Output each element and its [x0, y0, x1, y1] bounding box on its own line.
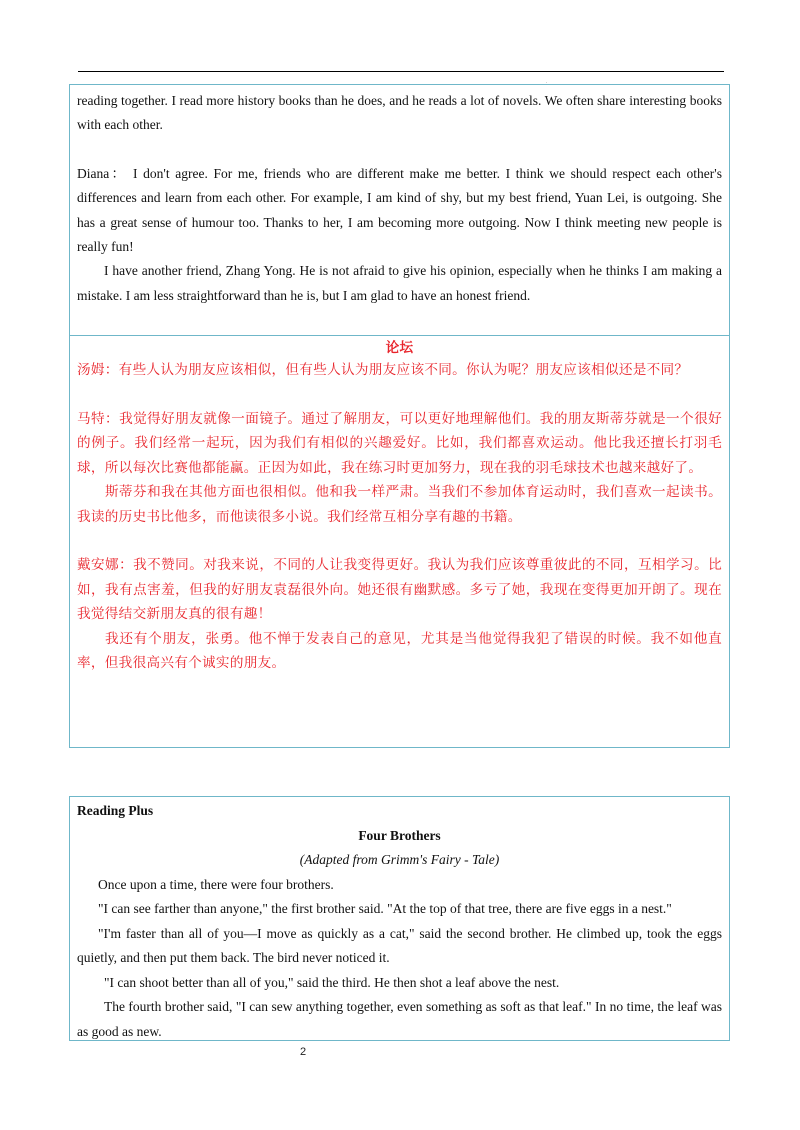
page-number: 2: [300, 1046, 307, 1058]
chinese-paragraph-5: 我还有个朋友，张勇。他不惮于发表自己的意见，尤其是当他觉得我犯了错误的时候。我不如他直率，但我很高兴有个诚实的朋友。: [77, 630, 722, 671]
english-paragraph-3: I have another friend, Zhang Yong. He is not afraid to give his opinion, especially when he thinks I am making a mistake. I am less straightforward than he is, but I am glad to have an honest friend.: [77, 263, 722, 303]
story-paragraph-3: "I'm faster than all of you—I move as quickly as a cat," said the second brother. He climbed up, took the eggs quietly, and then put them back. The bird never noticed it.: [77, 925, 722, 965]
reading-plus-box: [69, 796, 730, 1041]
chinese-section-title: 论坛: [385, 340, 414, 356]
story-subtitle: (Adapted from Grimm's Fairy - Tale): [299, 852, 500, 867]
reading-plus-label: Reading Plus: [77, 803, 154, 818]
chinese-paragraph-3: 斯蒂芬和我在其他方面也很相似。他和我一样严肃。当我们不参加体育运动时，我们喜欢一起读书。我读的历史书比他多，而他读很多小说。我们经常互相分享有趣的书籍。: [77, 484, 722, 525]
chinese-paragraph-2: 马特：我觉得好朋友就像一面镜子。通过了解朋友，可以更好地理解他们。我的朋友斯蒂芬就是一个很好的例子。我们经常一起玩，因为我们有相似的兴趣爱好。比如，我们都喜欢运动。他比我还擅长打羽毛球，所以每次比赛他都能赢。正因为如此，我在练习时更加努力，现在我的羽毛球技术也越来越好了。: [77, 410, 722, 476]
chinese-translation-box: [69, 335, 730, 748]
chinese-paragraph-1: 汤姆：有些人认为朋友应该相似，但有些人认为朋友应该不同。你认为呢？朋友应该相似还是不同？: [77, 362, 689, 378]
story-paragraph-1: Once upon a time, there were four brothers.: [98, 876, 334, 892]
english-paragraph-2: Diana： I don't agree. For me, friends who are different make me better. I think we should respect each other's differences and learn from each other. For example, I am kind of shy, but my best friend, Yuan Lei, is outgoing. She has a great sense of humour too. Thanks to her, I am becoming more outgoing. Now I think meeting new people is really fun!: [77, 165, 722, 255]
story-paragraph-4: "I can shoot better than all of you," said the third. He then shot a leaf above the nest.: [104, 974, 560, 990]
chinese-paragraph-4: 戴安娜：我不赞同。对我来说，不同的人让我变得更好。我认为我们应该尊重彼此的不同，互相学习。比如，我有点害羞，但我的好朋友袁磊很外向。她还很有幽默感。多亏了她，我现在变得更加开朗了。现在我觉得结交新朋友真的很有趣！: [77, 557, 722, 622]
header-rule: [78, 71, 724, 72]
story-title: Four Brothers: [358, 827, 441, 843]
english-passage-box: [69, 84, 730, 336]
english-paragraph-1: reading together. I read more history books than he does, and he reads a lot of novels. We often share interesting books with each other.: [77, 93, 722, 133]
header-mark: .: [546, 80, 548, 85]
story-paragraph-2: "I can see farther than anyone," the first brother said. "At the top of that tree, there are five eggs in a nest.": [98, 901, 672, 916]
story-paragraph-5: The fourth brother said, "I can sew anything together, even something as soft as that leaf." In no time, the leaf was as good as new.: [77, 999, 722, 1039]
